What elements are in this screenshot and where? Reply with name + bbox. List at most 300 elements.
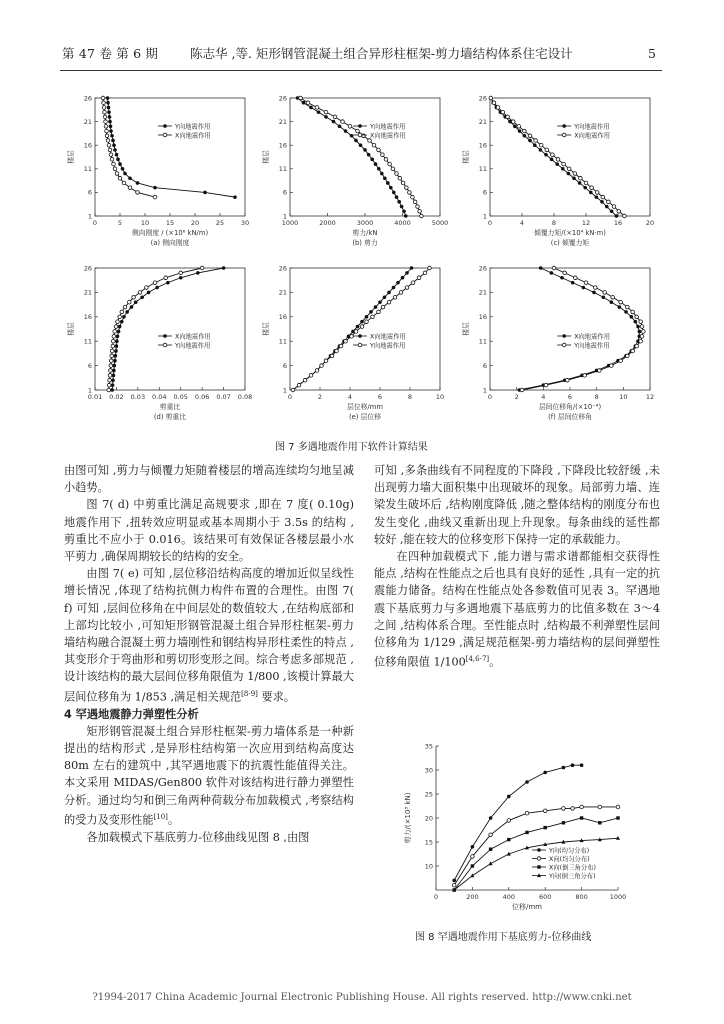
paragraph [64,565,354,705]
series-line-1 [109,268,202,390]
data-point [113,359,117,363]
data-point [413,200,417,204]
data-point [115,344,119,348]
data-point [423,271,427,275]
data-point [602,295,606,299]
data-point [127,300,131,304]
data-point [377,148,381,152]
data-point [545,148,549,152]
legend-label: Y向地震作用 [175,123,211,131]
y-tick-label: 11 [83,337,92,346]
data-point [104,125,108,129]
y-tick-label: 21 [278,117,287,126]
data-point [309,374,313,378]
x-tick-label: 0 [92,219,98,227]
x-tick-label: 20 [190,219,200,227]
y-tick-label: 16 [478,141,487,150]
legend-label: Y向(倒三角分布) [549,872,596,880]
data-point [397,200,401,204]
data-point [630,315,634,319]
x-axis-label: 侧向刚度 / (×10⁶ kN/m) [131,229,209,237]
data-point [333,115,337,119]
data-point [572,176,576,180]
series-line-0 [108,98,236,197]
data-point [610,364,614,368]
data-point [114,349,118,353]
data-point [125,310,129,314]
data-point [617,209,621,213]
legend-label: X向(倒三角分布) [549,864,597,872]
data-point [109,153,113,157]
plot-frame [290,268,440,390]
y-axis-label: 剪力/(×10³ kN) [404,792,412,844]
plot-frame [490,98,650,216]
panel-sublabel: (e) 层位移 [348,413,382,421]
data-point [601,195,605,199]
data-point [122,181,126,185]
data-point [116,335,120,339]
legend-label: X向地震作用 [574,132,611,140]
data-point [631,349,635,353]
x-tick-label: 600 [538,893,552,901]
figure-8 [390,738,660,918]
paragraph: 可知 ,多条曲线有不同程度的下降段 ,下降段比较舒缓 ,未出现剪力墙大面积集中出现破坏的现象。局部剪力墙、连梁发生破坏后 ,结构刚度降低 ,随之整体结构的刚度分布也发生变化 ,曲线又重新出现上升现象。每条曲线的延性都较好 ,能在较大的位移变形下保持一定的承载能力。 [374,464,660,546]
data-point [616,816,619,819]
data-point [117,330,121,334]
data-point [107,143,111,147]
data-point [584,281,588,285]
data-point [539,266,543,270]
data-point [359,143,363,147]
data-point [362,134,366,138]
data-point [640,335,644,339]
legend-marker [358,133,362,137]
data-point [109,369,113,373]
data-point [200,266,204,270]
data-point [470,873,474,877]
figure-7 [60,88,660,433]
data-point [105,129,109,133]
right-column [374,462,660,671]
data-point [110,134,114,138]
data-point [338,125,342,129]
data-point [360,325,364,329]
data-point [562,821,565,824]
x-tick-label: 800 [575,893,588,901]
x-tick-label: 0 [487,393,493,401]
data-point [555,162,559,166]
data-point [118,325,122,329]
data-point [566,378,570,382]
data-point [365,315,369,319]
chart-panel-c [461,94,654,247]
data-point [552,266,556,270]
copyright-footer: ?1994-2017 China Academic Journal Electronic Publishing House. All rights reserved. http://www.cnki.net [92,992,632,1003]
x-tick-label: 5000 [431,219,449,227]
left-column [64,462,354,846]
y-axis-label: 楼层 [462,322,470,336]
chart-panel-fig8 [403,742,626,911]
data-point [299,96,303,100]
y-tick-label: 1 [282,386,287,395]
data-point [543,771,547,775]
data-point [571,807,575,811]
data-point [562,766,566,770]
data-point [400,205,404,209]
x-tick-label: 4000 [394,219,411,227]
data-point [396,281,400,285]
y-tick-label: 16 [83,141,92,150]
data-point [416,205,420,209]
y-tick-label: 26 [478,94,487,103]
data-point [520,388,524,392]
chart-panel-a [66,94,249,247]
data-point [634,320,638,324]
x-tick-label: 400 [502,893,516,901]
data-point [560,276,564,280]
data-point [302,101,306,105]
y-tick-label: 11 [278,165,287,174]
x-tick-label: 12 [645,393,655,401]
data-point [595,191,599,195]
data-point [578,181,582,185]
x-tick-label: 2000 [319,219,336,227]
x-tick-label: 12 [581,219,591,227]
data-point [411,195,415,199]
data-point [233,195,237,199]
data-point [155,286,159,290]
data-point [324,115,328,119]
data-point [615,214,619,218]
data-point [405,271,409,275]
y-tick-label: 11 [478,165,487,174]
data-point [118,315,122,319]
legend-label: X向地震作用 [574,333,611,341]
data-point [562,162,566,166]
data-point [452,879,456,883]
citation[interactable]: [8-9] [241,689,258,698]
data-point [109,364,113,368]
series-line-1 [103,98,155,197]
data-point [356,325,360,329]
x-axis-label: 剪力/kN [352,229,378,237]
legend-label: X向地震作用 [370,333,406,341]
data-point [384,158,388,162]
y-tick-label: 11 [83,165,92,174]
data-point [635,315,639,319]
data-point [108,374,112,378]
data-point [309,106,313,110]
data-point [592,291,596,295]
data-point [179,276,183,280]
data-point [428,266,432,270]
x-tick-label: 4 [541,393,546,401]
x-tick-label: 0.02 [109,393,124,401]
panel-sublabel: (a) 侧向刚度 [150,239,190,247]
x-axis-label: 层位移/mm [347,403,383,411]
data-point [392,191,396,195]
data-point [166,281,170,285]
x-tick-label: 4 [519,219,525,227]
data-point [523,129,527,133]
y-tick-label: 15 [424,838,433,847]
data-point [619,300,623,304]
data-point [638,330,642,334]
y-axis-label: 楼层 [262,150,270,164]
data-point [350,335,354,339]
legend-label: Y向地震作用 [175,342,211,350]
x-axis-label: 倾覆力矩/(×10⁴ kN·m) [534,229,606,237]
x-axis-label: 剪重比 [159,403,181,411]
data-point [111,139,115,143]
data-point [550,271,554,275]
section-heading: 4 罕遇地震静力弹塑性分析 [64,707,199,721]
data-point [344,339,348,343]
data-point [573,172,577,176]
legend-marker [562,133,566,137]
data-point [611,295,615,299]
data-point [600,200,604,204]
data-point [598,369,602,373]
x-tick-label: 15 [165,219,175,227]
data-point [136,181,140,185]
data-point [561,167,565,171]
data-point [417,276,421,280]
data-point [399,291,403,295]
data-point [636,325,640,329]
data-point [563,271,567,275]
data-point [123,305,127,309]
plot-frame [290,98,440,216]
data-point [102,101,106,105]
data-point [386,181,390,185]
data-point [642,330,646,334]
data-point [153,195,157,199]
plot-frame [490,268,650,390]
paragraph: 各加载模式下基底剪力-位移曲线见图 8 ,由图 [86,830,310,844]
data-point [616,805,620,809]
data-point [320,364,324,368]
x-tick-label: 0.04 [152,393,167,401]
y-tick-label: 6 [282,361,287,370]
data-point [317,110,321,114]
y-tick-label: 26 [478,264,487,273]
paragraph-text: 由图 7( e) 可知 ,层位移沿结构高度的增加近似呈线性增长情况 ,体现了结构抗侧力构件布置的合理性。由图 7( f) 可知 ,层间位移角在中间层处的数值较大 ,在结构底部和上部均比较小 ,可知矩形钢管混凝土组合异形柱框架-剪力墙结构融合混凝土剪力墙刚性和钢结构异形柱柔性的特点 ,其变形介于弯曲形和剪切形变形之间。综合考虑多部规范 ,设计该结构的最大层间位移角限值为 1/800 ,该模 [64,567,354,684]
data-point [116,320,120,324]
paragraph-text: 要求。 [257,690,296,704]
panel-sublabel: (d) 剪重比 [153,413,187,421]
data-point [594,286,598,290]
data-point [544,383,548,387]
data-point [471,845,475,849]
data-point [618,305,622,309]
data-point [523,134,527,138]
journal-volume: 第 47 卷 第 6 期 [62,46,159,61]
data-point [624,310,628,314]
y-tick-label: 6 [282,188,287,197]
data-point [610,300,614,304]
y-tick-label: 25 [424,790,433,799]
y-tick-label: 11 [478,337,487,346]
citation[interactable]: [10] [153,812,168,821]
paragraph [374,548,660,671]
data-point [381,305,385,309]
data-point [374,162,378,166]
legend-label: Y向地震作用 [574,123,610,131]
figure-7-canvas [60,88,660,433]
data-point [517,125,521,129]
data-point [102,106,106,110]
data-point [544,153,548,157]
data-point [108,120,112,124]
data-point [631,310,635,314]
data-point [610,209,614,213]
legend-label: Y向(均匀分布) [549,847,590,855]
data-point [111,344,115,348]
data-point [401,276,405,280]
data-point [556,158,560,162]
data-point [626,305,630,309]
y-tick-label: 30 [424,766,433,775]
x-tick-label: 200 [466,893,479,901]
x-tick-label: 8 [594,393,599,401]
series-line-0 [519,268,639,390]
data-point [291,388,295,392]
data-point [544,826,547,829]
data-point [109,359,113,363]
paragraph-text: 计算最大层间位移角为 1/853 ,满足相关规范 [64,670,354,704]
data-point [595,195,599,199]
data-point [612,205,616,209]
data-point [335,349,339,353]
data-point [525,831,528,834]
x-tick-label: 10 [140,219,150,227]
data-point [106,96,110,100]
x-tick-label: 3000 [356,219,374,227]
data-point [471,864,474,867]
data-point [339,344,343,348]
legend-marker [163,133,167,137]
data-point [398,176,402,180]
data-point [489,848,492,851]
y-axis-label: 楼层 [67,150,75,164]
data-point [118,176,122,180]
citation[interactable]: [4,6-7] [465,655,490,664]
paragraph: 由图可知 ,剪力与倾覆力矩随着楼层的增高连续均匀地呈减小趋势。 [64,464,354,495]
series-line-1 [293,268,430,390]
data-point [108,115,112,119]
data-point [341,120,345,124]
data-point [387,300,391,304]
y-tick-label: 16 [278,141,287,150]
data-point [598,821,601,824]
x-tick-label: 10 [435,393,445,401]
legend-label: X向地震作用 [175,333,211,341]
panel-sublabel: (c) 倾覆力矩 [550,239,590,247]
data-point [109,125,113,129]
data-point [598,805,602,809]
data-point [112,162,116,166]
data-point [392,286,396,290]
y-tick-label: 11 [278,337,287,346]
data-point [410,266,414,270]
y-tick-label: 21 [478,288,487,297]
data-point [153,186,157,190]
data-point [567,167,571,171]
legend-marker [562,343,566,347]
data-point [115,172,119,176]
data-point [350,134,354,138]
figure-7-caption: 图 7 多遇地震作用下软件计算结果 [275,442,428,453]
x-tick-label: 0.07 [216,393,231,401]
y-tick-label: 1 [482,212,487,221]
legend-label: Y向地震作用 [370,123,406,131]
data-point [110,349,114,353]
data-point [405,186,409,190]
data-point [518,129,522,133]
legend-label: X向地震作用 [175,132,211,140]
data-point [528,134,532,138]
data-point [107,388,111,392]
x-tick-label: 0.03 [130,393,146,401]
paragraph-text: 在四种加载模式下 ,能力谱与需求谱都能相交获得性能点 ,结构在性能点之后也具有良好的延性 ,具有一定的抗震能力储备。结构在性能点处各参数值可见表 3。罕遇地震下基底剪力与多遇地震下基底剪力的比值多数在 3～4 之间 ,结构体系合理。至性能点时 ,结构最不利弹塑性层间位移角为 1/129 ,满足规范框架-剪力墙结构的层间弹塑性位移角限值 1/100 [374,550,660,669]
data-point [363,148,367,152]
data-point [619,359,623,363]
x-tick-label: 1000 [609,893,627,901]
data-point [383,176,387,180]
x-axis-label: 位移/mm [512,903,542,911]
data-point [639,339,643,343]
data-point [371,315,375,319]
data-point [306,101,310,105]
data-point [388,162,392,166]
data-point [639,320,643,324]
data-point [471,855,475,859]
data-point [603,291,607,295]
data-point [393,295,397,299]
data-point [113,330,117,334]
data-point [123,172,127,176]
panel-sublabel: (b) 剪力 [352,239,378,247]
series-line-0 [112,268,223,390]
data-point [303,378,307,382]
data-point [389,186,393,190]
data-point [354,139,358,143]
y-tick-label: 16 [478,313,487,322]
data-point [324,359,328,363]
data-point [496,106,500,110]
data-point [501,110,505,114]
data-point [401,181,405,185]
y-tick-label: 1 [482,386,487,395]
series-line-0 [298,98,406,216]
data-point [140,295,144,299]
x-tick-label: 2 [514,393,519,401]
data-point [179,271,183,275]
data-point [344,129,348,133]
data-point [533,143,537,147]
legend-marker [358,124,362,128]
legend-label: X向地震作用 [370,132,406,140]
data-point [513,125,517,129]
data-point [107,110,111,114]
data-point [571,281,575,285]
panel-sublabel: (f) 层间位移角 [548,413,592,421]
data-point [101,96,105,100]
legend-marker [537,865,540,868]
data-point [106,101,110,105]
data-point [607,200,611,204]
